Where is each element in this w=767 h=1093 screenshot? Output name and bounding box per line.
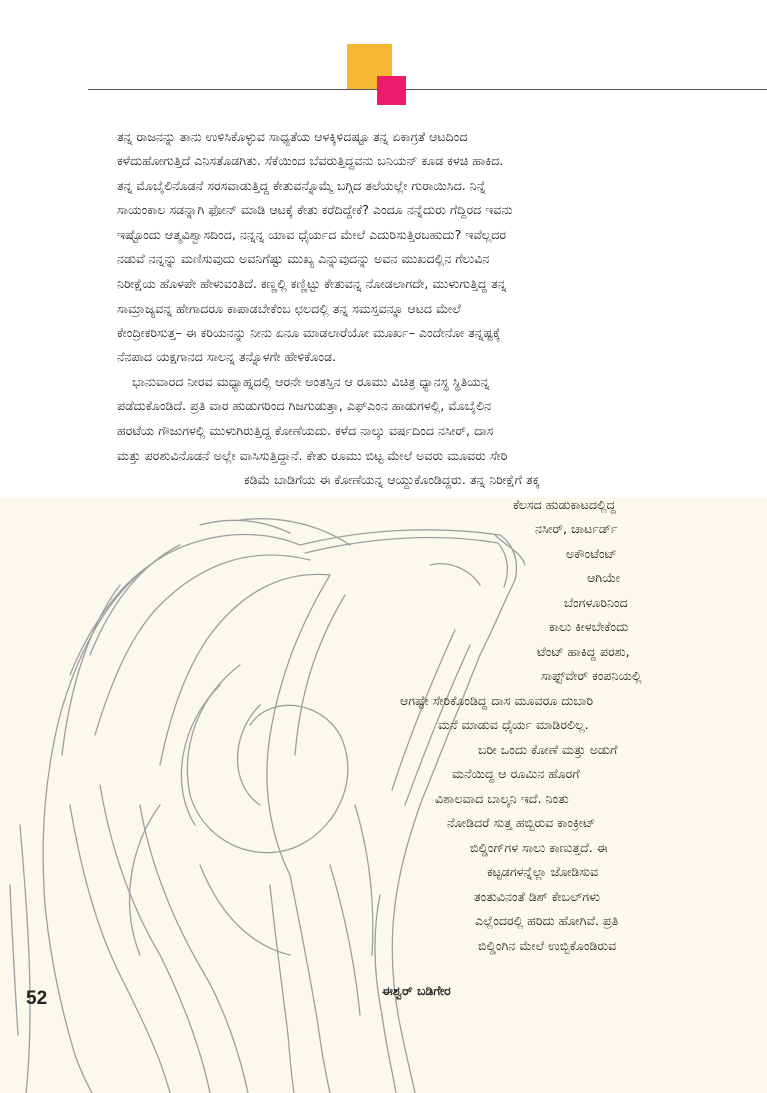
text-line: ಟೆಂಟ್ ಹಾಕಿದ್ದ ಪರಶು,: [537, 644, 630, 659]
text-line: ಸಾಫ್ಟ್‌ವೇರ್ ಕಂಪನಿಯಲ್ಲಿ: [541, 668, 642, 683]
text-line: ಬೆಂಗಳೂರಿನಿಂದ: [564, 595, 628, 610]
text-line: ನಿರೀಕ್ಷೆಯ ಹೊಳಪೇ ಹೇಳುವಂತಿದೆ. ಕಣ್ಣಲ್ಲಿ ಕಣ್ಣಿಟ್ಟು ಕೇತುವನ್ನ ನೋಡಲಾಗದೇ, ಮುಳುಗುತ್ತಿದ್ದ ತನ್ನ: [117, 276, 507, 291]
text-line: ಬರೀ ಒಂದು ಕೋಣೆ ಮತ್ತು ಅಡುಗೆ: [478, 742, 618, 757]
text-line: ಸಾಯಂಕಾಲ ಸಡನ್ನಾಗಿ ಫೋನ್ ಮಾಡಿ ಆಟಕ್ಕೆ ಕೇತು ಕರೆದಿದ್ದೇಕೆ? ಎಂದೂ ನನ್ನೆದುರು ಗೆದ್ದಿರದ ಇವನು: [117, 202, 513, 217]
text-line: ತನ್ನ ಮೊಬೈಲಿನೊಡನೆ ಸರಸವಾಡುತ್ತಿದ್ದ ಕೇತುವನ್ನೊಮ್ಮೆ ಬಗ್ಗಿದ ತಲೆಯಲ್ಲೇ ಗುರಾಯಿಸಿದ. ನಿನ್ನೆ: [117, 178, 486, 193]
text-line: ಕೇಂದ್ರೀಕರಿಸುತ್ತ– ಈ ಕರಿಯನನ್ನು ನೀನು ಏನೂ ಮಾಡಲಾರೆಯೋ ಮೂರ್ಖ– ಎಂದೇನೋ ತನ್ನಷ್ಟಕ್ಕೆ: [117, 325, 501, 340]
page-number: 52: [26, 988, 48, 1009]
header-rule: [88, 89, 767, 90]
text-line: ಎಲ್ಲೆಂದರಲ್ಲಿ ಹರಿದು ಹೋಗಿವೆ. ಪ್ರತಿ: [475, 913, 619, 928]
text-line: ಬಿಲ್ಡಿಂಗಿನ ಮೇಲೆ ಉಬ್ಬಿಕೊಂಡಿರುವ: [478, 938, 617, 953]
text-line: ಕಳೆದುಹೋಗುತ್ತಿದೆ ಎನಿಸತೊಡಗಿತು. ಸೆಕೆಯಿಂದ ಬೆವರುತ್ತಿದ್ದವನು ಬನಿಯನ್ ಕೂಡ ಕಳಚಿ ಹಾಕಿದ.: [117, 153, 504, 168]
text-line: ಮನೆಯಿದ್ದ ಆ ರೂಮಿನ ಹೊರಗೆ: [452, 766, 580, 781]
author-name: ಈಶ್ವರ್ ಬಡಿಗೇರ: [382, 983, 451, 998]
text-line: ನಡುವೆ ನನ್ನನ್ನು ಮಣಿಸುವುದು ಅವನಿಗೆಷ್ಟು ಮುಖ್ಯ ಎನ್ನುವುದನ್ನು ಅವನ ಮುಖದಲ್ಲಿನ ಗೆಲುವಿನ: [117, 251, 490, 266]
text-line: ಭಾನುವಾರದ ನೀರವ ಮಧ್ಯಾಹ್ನದಲ್ಲಿ ಆರನೇ ಅಂತಸ್ತಿನ ಆ ರೂಮು ವಿಚಿತ್ರ ಧ್ಯಾನಸ್ಥ ಸ್ಥಿತಿಯನ್ನ: [132, 374, 490, 389]
text-line: ತಂತುವಿನಂತೆ ಡಿಶ್ ಕೇಬಲ್‌ಗಳು: [474, 889, 600, 904]
text-line: ಇಷ್ಟೊಂದು ಆತ್ಮವಿಶ್ವಾಸದಿಂದ, ನನ್ನನ್ನ ಯಾವ ಧೈರ್ಯದ ಮೇಲೆ ಎದುರಿಸುತ್ತಿರಬಹುದು? ಇವೆಲ್ಲದರ: [117, 227, 507, 242]
text-line: ನಸೀರ್, ಚಾರ್ಟರ್ಡ್: [535, 521, 618, 536]
text-line: ಆಗಿಯೇ: [587, 570, 620, 585]
text-line: ಅಕೌಂಟೆಂಟ್: [566, 546, 617, 561]
decor-square-pink: [377, 76, 406, 105]
text-line: ಕಾಲು ಕೀಳಬೇಕೆಂದು: [549, 619, 629, 634]
text-line: ಪಡೆದುಕೊಂಡಿದೆ. ಪ್ರತಿ ವಾರ ಹುಡುಗರಿಂದ ಗಿಜಗುಡುತ್ತಾ, ಎಫ್‌ಎಂನ ಹಾಡುಗಳಲ್ಲಿ, ಮೊಬೈಲಿನ: [117, 398, 492, 413]
text-line: ನೋಡಿದರೆ ಸುತ್ತ ಹಬ್ಬಿರುವ ಕಾಂಕ್ರೀಟ್: [447, 815, 596, 830]
text-line: ಆಗಷ್ಟೇ ಸೇರಿಕೊಂಡಿದ್ದ ದಾಸ ಮೂವರೂ ದುಬಾರಿ: [400, 693, 594, 708]
text-line: ಮತ್ತು ಪರಶುವಿನೊಡನೆ ಅಲ್ಲೇ ವಾಸಿಸುತ್ತಿದ್ದಾನೆ. ಕೇತು ರೂಮು ಬಿಟ್ಟ ಮೇಲೆ ಅವರು ಮೂವರು ಸೇರಿ: [117, 448, 508, 463]
text-line: ಹರಟೆಯ ಗೌಜುಗಳಲ್ಲಿ ಮುಳುಗಿರುತ್ತಿದ್ದ ಕೋಣೆಯದು. ಕಳೆದ ನಾಲ್ಕು ವರ್ಷದಿಂದ ನಸೀರ್, ದಾಸ: [117, 423, 494, 438]
text-line: ವಿಶಾಲವಾದ ಬಾಲ್ಕನಿ ಇದೆ. ನಿಂತು: [435, 791, 569, 806]
text-line: ನೆನಪಾದ ಯಕ್ಷಗಾನದ ಸಾಲನ್ನ ತನ್ನೊಳಗೇ ಹೇಳಿಕೊಂಡ.: [117, 349, 337, 364]
text-line: ಬಿಲ್ಡಿಂಗ್‌ಗಳ ಸಾಲು ಕಾಣುತ್ತದೆ. ಈ: [470, 840, 608, 855]
text-line: ಸಾಮ್ರಾಜ್ಯವನ್ನ ಹೇಗಾದರೂ ಕಾಪಾಡಬೇಕೆಂಬ ಛಲದಲ್ಲಿ ತನ್ನ ಸಮಸ್ತವನ್ನೂ ಆಟದ ಮೇಲೆ: [117, 301, 461, 316]
text-line: ಕೆಲಸದ ಹುಡುಕಾಟದಲ್ಲಿದ್ದ: [513, 497, 616, 512]
text-line: ಕಡಿಮೆ ಬಾಡಿಗೆಯ ಈ ಕೋಣೆಯನ್ನ ಆಯ್ದುಕೊಂಡಿದ್ದರು. ತನ್ನ ನಿರೀಕ್ಷೆಗೆ ತಕ್ಕ: [244, 472, 540, 487]
text-line: ತನ್ನ ರಾಜನನ್ನು ತಾನು ಉಳಿಸಿಕೊಳ್ಳುವ ಸಾಧ್ಯತೆಯ ಆಳಕ್ಕಿಳಿದಷ್ಟೂ ತನ್ನ ಏಕಾಗ್ರತೆ ಆಟದಿಂದ: [117, 129, 468, 144]
text-line: ಕಟ್ಟಡಗಳನ್ನೆಲ್ಲಾ ಜೋಡಿಸುವ: [487, 864, 599, 879]
text-line: ಮನೆ ಮಾಡುವ ಧೈರ್ಯ ಮಾಡಿರಲಿಲ್ಲ.: [438, 717, 589, 732]
